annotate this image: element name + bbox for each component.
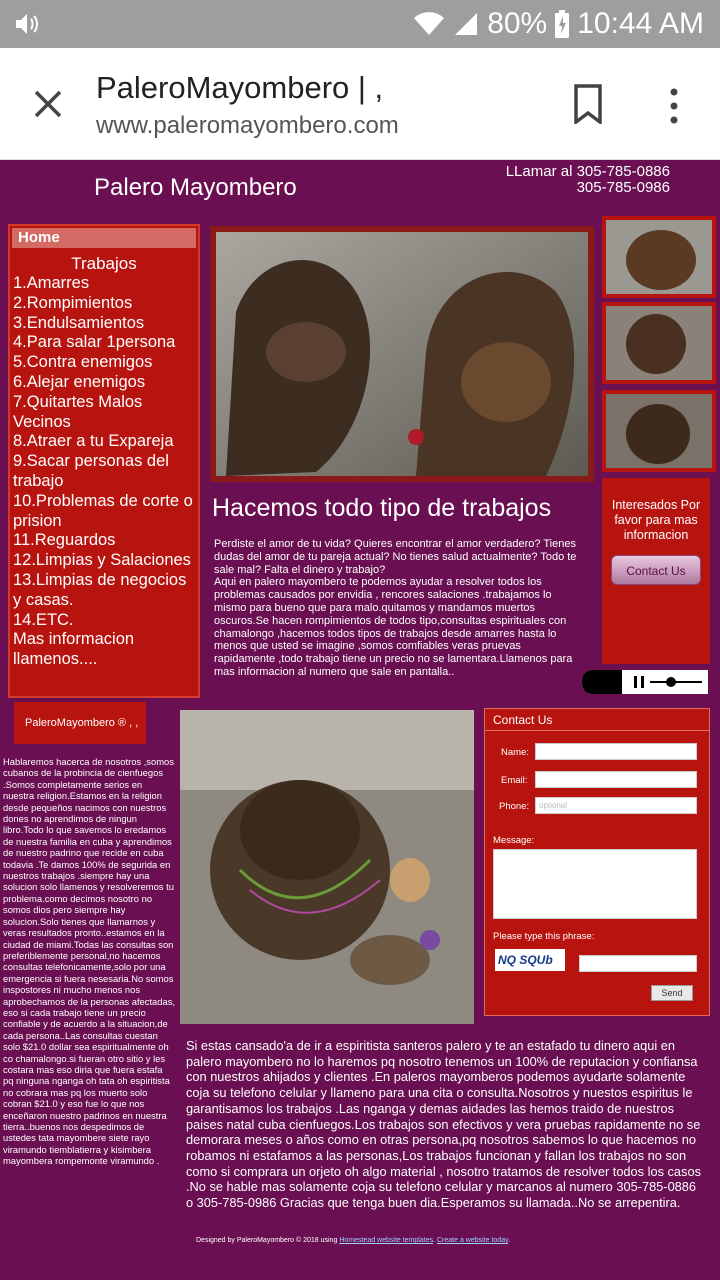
pause-icon[interactable] [634,676,644,688]
seek-track[interactable] [650,681,702,683]
clock: 10:44 AM [577,7,704,40]
thumbnail-1[interactable] [602,216,716,298]
footer-text: Designed by PaleroMayombero © 2018 using [196,1237,338,1244]
about-text: Hablaremos hacerca de nosotros ,somos cubanos de la probincia de cienfuegos .Somos completamente serios en nuestra religion.Estamos en la religion desde pequeños nacimos con nuestros dones no aprendimos de ningun libro.Todo lo que savemos lo eredamos de nuestra familia en cuba y aprendimos de nuestro padrino que recide en cuba todavia .Te damos 100% de segurida en nuestros trabajos .siempre hay una solucion solo llamenos y resolveremos tu problema.como decimos nosotro no somos dios pero siempre hay solucion.Solo tienes que llamarnos y veras resultados pronto..estamos en la ciudad de miami.Todas las consultas son preferiblemente personal,no hacemos consultas telefonicamente,solo por una emergencia si fuera nesesaria.No somos inspostores ni mucho menos nos aprobechamos de la personas afectadas, eso si cada trabajo tiene un precio confiable y de acuerdo a la situacion,de cada persona..Las consultas cuestan solo $21.0 dollar sea espiritualmente oh co chamalongo.si fueran otro sitio y les costara mas eso diria que fuera estafa pq ninguna nganga oh tata oh espiritista no cobrara mas pq los muerto solo cobran $21.0 y eso fue lo que nos enceñaron nuestro padrinos en nuestra tierra..buenos nos despedimos de ustedes tata mayombere siete rayo viramundo tiemblatierra y kisimbera mayombera rompemonte viramundo . [3,756,175,1167]
nav-item[interactable]: 9.Sacar personas del trabajo [13,452,169,490]
message-textarea[interactable] [493,849,697,919]
more-vert-icon[interactable] [664,86,684,126]
signal-icon [453,11,479,37]
audio-player[interactable] [582,670,708,694]
name-label: Name: [501,747,529,758]
nav-item[interactable]: 6.Alejar enemigos [13,372,146,391]
nav-header: Trabajos [71,254,137,273]
status-bar [0,0,720,48]
name-input[interactable] [535,743,697,760]
nav-item[interactable]: 7.Quitartes Malos Vecinos [13,392,143,431]
contact-form [484,708,710,1016]
email-input[interactable] [535,771,697,788]
footer-link-templates[interactable]: Homestead website templates [339,1237,434,1244]
nav-list [10,274,198,670]
intro-text: Perdiste el amor de tu vida? Quieres encontrar el amor verdadero? Tienes dudas del amor de tu pareja actual? No tienes salud actualmente? Todo te sale mal? Falta el dinero y trabajo? Aqui en palero mayombero te podemos ayudar a resolver todos los problemas causados por envidia , rencores salaciones .trabajamos lo mismo para bueno que para malo.quitamos y mandamos muertos oscuros.Se hacen rompimientos de todos tipo,consultas espirituales con chamalongo ,hacemos todos tipos de trabajos desde amarres hasta lo menos que usted se imagine ,somos comfiables veras pruevas rapidamente ,todo trabajo tiene un precio no se lamentara.Llamenos para mas informacion al numero que sale en pantalla.. [214,538,577,678]
phone-input[interactable]: optional [535,797,697,814]
captcha-input[interactable] [579,955,697,972]
captcha-label: Please type this phrase: [493,931,595,942]
message-label: Message: [493,835,535,846]
send-button[interactable]: Send [651,985,693,1001]
bookmark-icon[interactable] [572,84,604,124]
wifi-icon [413,11,445,37]
battery-charging-icon [555,10,569,38]
interest-text: Interesados Por favor para mas informacion [611,498,701,542]
volume-icon [14,12,40,36]
nav-item[interactable]: 4.Para salar 1persona [13,333,176,352]
nav-item[interactable]: 10.Problemas de corte o prision [13,491,193,530]
site-brand[interactable]: Palero Mayombero [94,174,297,201]
footer-link-create[interactable]: Create a website today [436,1237,509,1244]
phone-numbers [506,164,670,196]
services-nav [8,224,200,698]
contact-us-button[interactable]: Contact Us [611,555,701,585]
player-panel [582,670,622,694]
nav-item[interactable]: 14.ETC. [13,610,74,629]
secondary-photo [180,710,474,1024]
nav-item[interactable]: 2.Rompimientos [13,293,133,312]
thumbnail-3[interactable] [602,390,716,472]
footer: Designed by PaleroMayombero © 2018 using Homestead website templates. Create a website today. [196,1237,511,1244]
copyright-box: PaleroMayombero ® , , [14,702,146,744]
email-label: Email: [501,775,528,786]
battery-percent: 80% [487,7,548,40]
close-icon[interactable] [30,86,66,122]
thumbnail-2[interactable] [602,302,716,384]
phone-line-2: 305-785-0986 [576,179,670,196]
form-title: Contact Us [485,709,709,731]
nav-item[interactable]: 12.Limpias y Salaciones [13,551,191,570]
bottom-paragraph: Si estas cansado'a de ir a espiritista santeros palero y te an estafado tu dinero aqui en palero mayombero no lo haremos pq nosotro tenemos un 100% de reputacion y confiansa con nuestros ahijados y clientes .En paleros mayomberos podemos ayudarte solamente coja su telefono celular y llameno para una cita o consulta.Nosotros y nuestos espiritus le garantisamos los trabajos .Las nganga y demas aidades las hemos traido de nuestros paises natal cuba cienfuegos.Los trabajos son efectivos y vera pruebas rapidamente no se demorara meses o años como en otras persona,pq nosotros sabemos lo que hacemos no robamos ni estafamos a las personas,Los trabajos funcionan y fallan los trabajos no son como si comprara un orjeto oh algo material , nosotro tratamos de resolver todos los casos .No se hable mas solamente coja su telefono celular y marcanos al numero 305-785-0886 o 305-785-0986 Gracias que tenga buen dia.Esperamos su llamada..No se arrepentira. [186,1038,701,1211]
nav-item[interactable]: 8.Atraer a tu Expareja [13,432,174,451]
captcha-image: NQ SQUb [495,949,565,971]
page-title: PaleroMayombero | , [96,70,384,105]
nav-item[interactable]: 13.Limpias de negocios y casas. [13,570,187,609]
nav-item[interactable]: 11.Reguardos [13,531,116,550]
phone-line-1: LLamar al 305-785-0886 [505,163,670,180]
custom-tab-toolbar [0,48,720,160]
phone-label: Phone: [499,801,530,812]
nav-item[interactable]: Mas informacion llamenos.... [13,630,135,669]
nav-item[interactable]: 3.Endulsamientos [13,313,145,332]
main-photo [210,226,594,482]
nav-item[interactable]: 1.Amarres [13,274,90,292]
nav-home-link[interactable]: Home [12,228,196,248]
interest-box [602,478,710,664]
main-heading: Hacemos todo tipo de trabajos [212,494,552,522]
nav-item[interactable]: 5.Contra enemigos [13,353,153,372]
url-text[interactable]: www.paleromayombero.com [96,112,399,139]
website [0,160,720,1280]
seek-handle[interactable] [666,677,676,687]
